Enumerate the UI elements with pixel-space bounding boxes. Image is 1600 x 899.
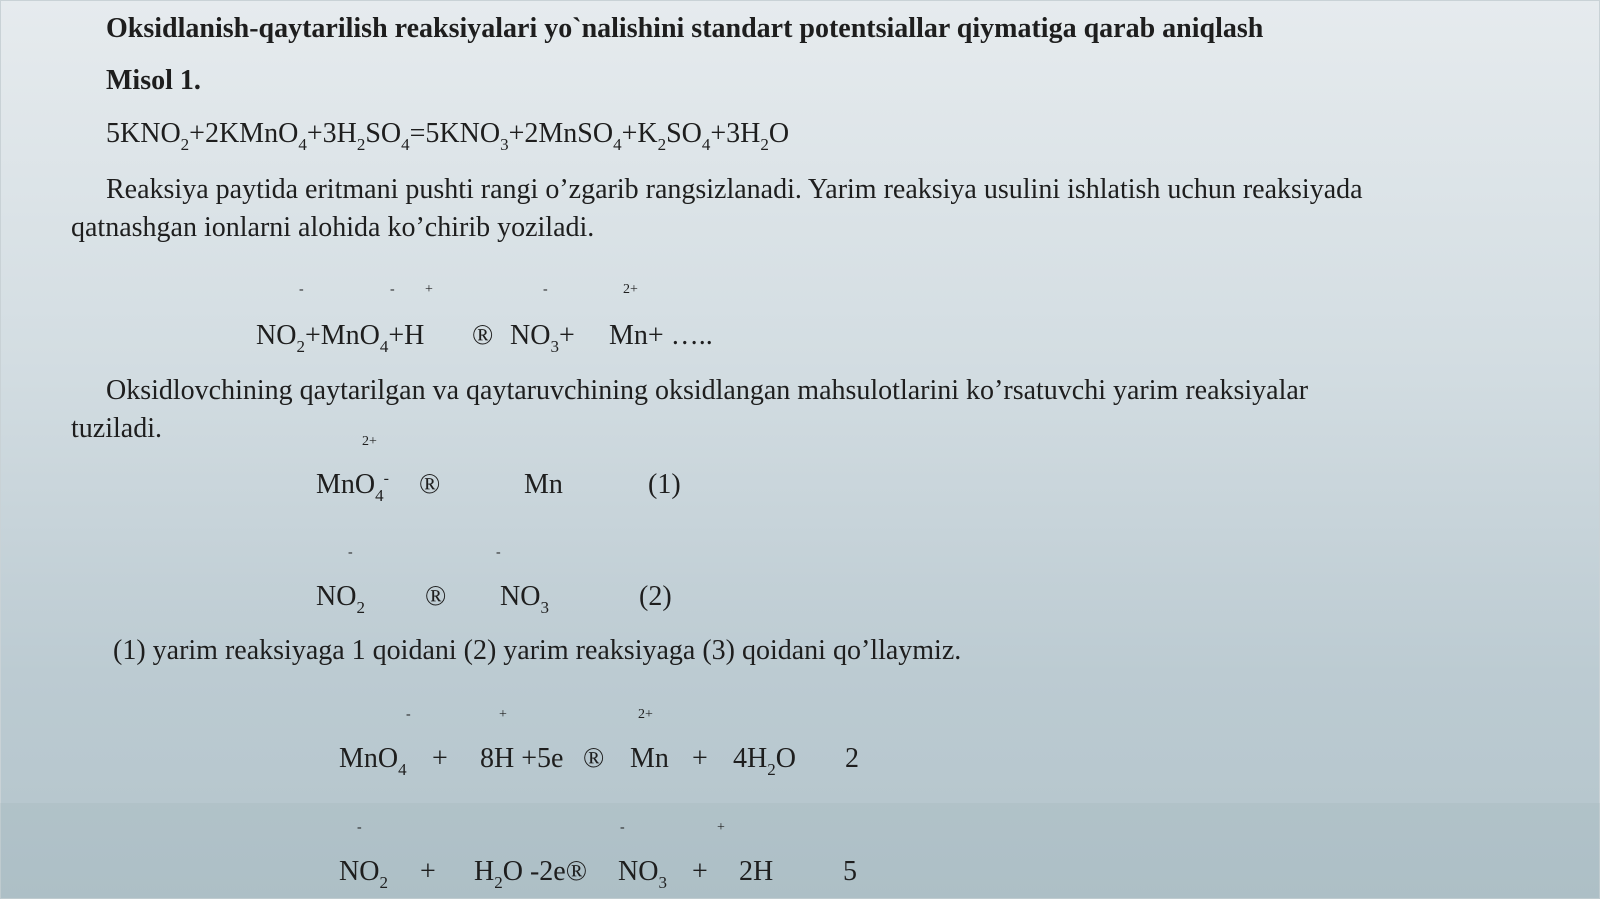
balanced-1-reactant: MnO$_4$	[339, 743, 407, 779]
half-reaction-1-number: (1)	[648, 469, 681, 500]
half-reaction-2-number: (2)	[639, 581, 672, 612]
ion-charge: +	[717, 820, 725, 835]
balanced-2-product: $NO_3$	[618, 856, 667, 892]
slide-bottom-band	[0, 803, 1600, 899]
ion-charge: -	[390, 282, 395, 297]
ion-charge: -	[406, 707, 411, 722]
half-reaction-2-left: $NO_2$	[316, 581, 365, 617]
half-reaction-1-right: Mn	[524, 469, 563, 500]
reaction-arrow-symbol: ®	[472, 320, 494, 351]
paragraph-1-line-1: Reaksiya paytida eritmani pushti rangi o’zgarib rangsizlanadi. Yarim reaksiya usulini ishlatish uchun reaksiyada	[106, 174, 1363, 205]
reaction-arrow-symbol: ®	[425, 581, 447, 612]
ionic-equation-right: $NO_3+$	[510, 320, 575, 356]
balanced-1-plus: +	[432, 743, 448, 774]
ionic-equation-tail: Mn+ …..	[609, 320, 713, 351]
balanced-1-water: $4H_2O$	[733, 743, 796, 779]
half-reaction-1-left: MnO$_4$-	[316, 469, 389, 505]
reaction-arrow-symbol: ®	[583, 743, 605, 774]
ion-charge: 2+	[638, 707, 653, 722]
slide-heading: Oksidlanish-qaytarilish reaksiyalari yo`nalishini standart potentsiallar qiymatiga qarab aniqlash	[106, 13, 1264, 44]
paragraph-2-line-2: tuziladi.	[71, 413, 162, 444]
example-title: Misol 1.	[106, 65, 201, 96]
ion-charge: -	[496, 545, 501, 560]
balanced-1-protons-electrons: 8H +5e	[480, 743, 564, 774]
rule-text: (1) yarim reaksiyaga 1 qoidani (2) yarim reaksiyaga (3) qoidani qo’llaymiz.	[113, 635, 962, 666]
balanced-2-water-electrons: $H_2O$ -2e®	[474, 856, 587, 892]
ion-charge: -	[299, 282, 304, 297]
balanced-2-protons: 2H	[739, 856, 774, 887]
ion-charge: +	[499, 707, 507, 722]
balanced-2-reactant: $NO_2$	[339, 856, 388, 892]
ion-charge: -	[348, 545, 353, 560]
molecular-equation: $5KNO_2+2KMnO_4+3H_2SO_4=5KNO_3+2MnSO_4+K_2SO_4+3H_2O$	[106, 118, 790, 154]
balanced-1-coefficient: 2	[845, 743, 859, 774]
ion-charge: -	[543, 282, 548, 297]
paragraph-2-line-1: Oksidlovchining qaytarilgan va qaytaruvchining oksidlangan mahsulotlarini ko’rsatuvchi yarim reaksiyalar	[106, 375, 1309, 406]
half-reaction-2-right: $NO_3$	[500, 581, 549, 617]
ion-charge: +	[425, 282, 433, 297]
balanced-2-coefficient: 5	[843, 856, 857, 887]
balanced-1-plus: +	[692, 743, 708, 774]
balanced-2-plus: +	[692, 856, 708, 887]
balanced-1-product: Mn	[630, 743, 669, 774]
paragraph-1-line-2: qatnashgan ionlarni alohida ko’chirib yoziladi.	[71, 212, 595, 243]
balanced-2-plus: +	[420, 856, 436, 887]
ionic-equation-left: $NO_2+MnO_4+H$	[256, 320, 425, 356]
ion-charge: -	[357, 820, 362, 835]
ion-charge: 2+	[362, 434, 377, 449]
reaction-arrow-symbol: ®	[419, 469, 441, 500]
ion-charge: -	[620, 820, 625, 835]
ion-charge: 2+	[623, 282, 638, 297]
